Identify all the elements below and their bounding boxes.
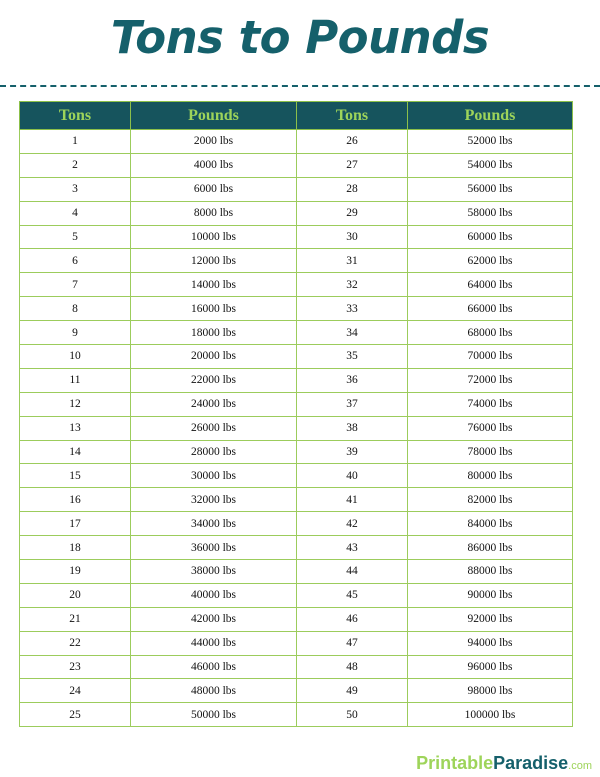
table-row — [20, 392, 573, 416]
pounds-cell: 10000 lbs — [131, 225, 297, 249]
pounds-cell: 96000 lbs — [408, 655, 573, 679]
tons-cell: 31 — [297, 249, 408, 273]
pounds-cell: 36000 lbs — [131, 536, 297, 560]
table-row — [20, 416, 573, 440]
brand-part-3: .com — [568, 760, 592, 772]
pounds-cell: 32000 lbs — [131, 488, 297, 512]
pounds-cell: 64000 lbs — [408, 273, 573, 297]
tons-cell: 40 — [297, 464, 408, 488]
tons-cell: 36 — [297, 368, 408, 392]
tons-cell: 48 — [297, 655, 408, 679]
pounds-cell: 8000 lbs — [131, 201, 297, 225]
tons-cell: 33 — [297, 297, 408, 321]
tons-cell: 16 — [20, 488, 131, 512]
pounds-cell: 94000 lbs — [408, 631, 573, 655]
tons-cell: 15 — [20, 464, 131, 488]
tons-cell: 18 — [20, 536, 131, 560]
tons-cell: 46 — [297, 607, 408, 631]
tons-cell: 4 — [20, 201, 131, 225]
dashed-divider — [0, 85, 600, 87]
tons-cell: 5 — [20, 225, 131, 249]
brand-part-1: Printable — [416, 753, 494, 773]
table-row — [20, 321, 573, 345]
pounds-cell: 12000 lbs — [131, 249, 297, 273]
table-row — [20, 225, 573, 249]
pounds-cell: 58000 lbs — [408, 201, 573, 225]
pounds-cell: 24000 lbs — [131, 392, 297, 416]
table-row — [20, 249, 573, 273]
pounds-cell: 2000 lbs — [131, 130, 297, 154]
tons-cell: 10 — [20, 345, 131, 369]
tons-cell: 38 — [297, 416, 408, 440]
tons-cell: 29 — [297, 201, 408, 225]
pounds-cell: 6000 lbs — [131, 177, 297, 201]
table-row — [20, 583, 573, 607]
pounds-cell: 88000 lbs — [408, 560, 573, 584]
pounds-cell: 26000 lbs — [131, 416, 297, 440]
pounds-cell: 62000 lbs — [408, 249, 573, 273]
pounds-cell: 48000 lbs — [131, 679, 297, 703]
pounds-cell: 66000 lbs — [408, 297, 573, 321]
table-row — [20, 440, 573, 464]
pounds-cell: 84000 lbs — [408, 512, 573, 536]
tons-cell: 32 — [297, 273, 408, 297]
tons-cell: 12 — [20, 392, 131, 416]
pounds-cell: 20000 lbs — [131, 345, 297, 369]
table-row — [20, 560, 573, 584]
pounds-cell: 76000 lbs — [408, 416, 573, 440]
table-row — [20, 345, 573, 369]
table-row — [20, 655, 573, 679]
pounds-cell: 52000 lbs — [408, 130, 573, 154]
pounds-cell: 54000 lbs — [408, 153, 573, 177]
pounds-cell: 86000 lbs — [408, 536, 573, 560]
pounds-cell: 28000 lbs — [131, 440, 297, 464]
pounds-cell: 18000 lbs — [131, 321, 297, 345]
tons-cell: 19 — [20, 560, 131, 584]
footer-brand — [416, 752, 592, 777]
tons-cell: 3 — [20, 177, 131, 201]
pounds-cell: 50000 lbs — [131, 703, 297, 727]
pounds-cell: 92000 lbs — [408, 607, 573, 631]
pounds-cell: 46000 lbs — [131, 655, 297, 679]
tons-cell: 49 — [297, 679, 408, 703]
tons-cell: 47 — [297, 631, 408, 655]
tons-cell: 23 — [20, 655, 131, 679]
table-row — [20, 297, 573, 321]
pounds-cell: 100000 lbs — [408, 703, 573, 727]
tons-cell: 22 — [20, 631, 131, 655]
table-row — [20, 368, 573, 392]
tons-cell: 8 — [20, 297, 131, 321]
tons-cell: 35 — [297, 345, 408, 369]
brand-part-2: Paradise — [493, 753, 569, 773]
table-row — [20, 464, 573, 488]
tons-cell: 41 — [297, 488, 408, 512]
pounds-cell: 22000 lbs — [131, 368, 297, 392]
pounds-cell: 74000 lbs — [408, 392, 573, 416]
tons-cell: 20 — [20, 583, 131, 607]
pounds-cell: 82000 lbs — [408, 488, 573, 512]
tons-cell: 21 — [20, 607, 131, 631]
pounds-cell: 56000 lbs — [408, 177, 573, 201]
pounds-cell: 14000 lbs — [131, 273, 297, 297]
pounds-cell: 34000 lbs — [131, 512, 297, 536]
tons-cell: 28 — [297, 177, 408, 201]
pounds-cell: 40000 lbs — [131, 583, 297, 607]
tons-cell: 13 — [20, 416, 131, 440]
table-row — [20, 512, 573, 536]
pounds-cell: 38000 lbs — [131, 560, 297, 584]
table-row — [20, 607, 573, 631]
table-row — [20, 703, 573, 727]
pounds-cell: 16000 lbs — [131, 297, 297, 321]
pounds-cell: 98000 lbs — [408, 679, 573, 703]
header-tons: Tons — [20, 102, 131, 130]
table-row — [20, 631, 573, 655]
table-row — [20, 177, 573, 201]
tons-cell: 37 — [297, 392, 408, 416]
tons-cell: 9 — [20, 321, 131, 345]
table-row — [20, 201, 573, 225]
tons-cell: 25 — [20, 703, 131, 727]
table-row — [20, 130, 573, 154]
table-row — [20, 153, 573, 177]
table-header-row — [20, 102, 573, 130]
tons-cell: 39 — [297, 440, 408, 464]
tons-cell: 14 — [20, 440, 131, 464]
table-row — [20, 488, 573, 512]
tons-cell: 24 — [20, 679, 131, 703]
pounds-cell: 68000 lbs — [408, 321, 573, 345]
table-row — [20, 536, 573, 560]
header-tons: Tons — [297, 102, 408, 130]
conversion-table — [19, 101, 573, 727]
pounds-cell: 44000 lbs — [131, 631, 297, 655]
tons-cell: 50 — [297, 703, 408, 727]
pounds-cell: 70000 lbs — [408, 345, 573, 369]
table-row — [20, 273, 573, 297]
tons-cell: 1 — [20, 130, 131, 154]
pounds-cell: 4000 lbs — [131, 153, 297, 177]
tons-cell: 34 — [297, 321, 408, 345]
tons-cell: 6 — [20, 249, 131, 273]
pounds-cell: 80000 lbs — [408, 464, 573, 488]
header-pounds: Pounds — [408, 102, 573, 130]
tons-cell: 27 — [297, 153, 408, 177]
pounds-cell: 72000 lbs — [408, 368, 573, 392]
pounds-cell: 42000 lbs — [131, 607, 297, 631]
tons-cell: 45 — [297, 583, 408, 607]
tons-cell: 17 — [20, 512, 131, 536]
header-pounds: Pounds — [131, 102, 297, 130]
pounds-cell: 30000 lbs — [131, 464, 297, 488]
pounds-cell: 78000 lbs — [408, 440, 573, 464]
pounds-cell: 90000 lbs — [408, 583, 573, 607]
tons-cell: 26 — [297, 130, 408, 154]
table-row — [20, 679, 573, 703]
tons-cell: 43 — [297, 536, 408, 560]
tons-cell: 7 — [20, 273, 131, 297]
tons-cell: 30 — [297, 225, 408, 249]
tons-cell: 42 — [297, 512, 408, 536]
pounds-cell: 60000 lbs — [408, 225, 573, 249]
tons-cell: 2 — [20, 153, 131, 177]
page-title: Tons to Pounds — [110, 11, 490, 64]
tons-cell: 11 — [20, 368, 131, 392]
tons-cell: 44 — [297, 560, 408, 584]
